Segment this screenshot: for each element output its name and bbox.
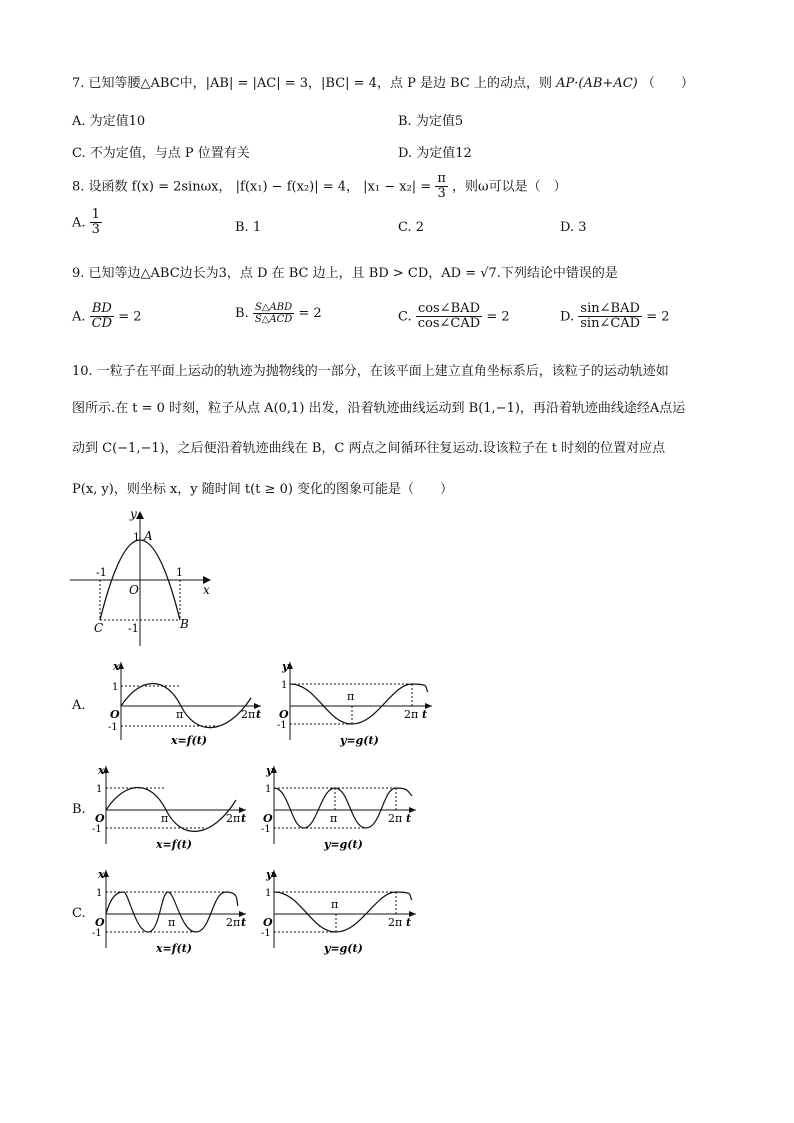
q9-option-a[interactable]: A. $\frac{BD}{CD}$ = 2 — [72, 301, 142, 332]
figure-y-label: y — [130, 508, 137, 521]
svg-text:1: 1 — [281, 680, 288, 691]
svg-text:O: O — [110, 708, 120, 721]
svg-text:-1: -1 — [261, 824, 271, 835]
svg-text:y: y — [282, 660, 289, 673]
q7-option-d[interactable]: D. 为定值12 — [398, 146, 472, 161]
point-a-label: A — [144, 529, 153, 543]
svg-text:x: x — [98, 764, 105, 777]
svg-text:y=g(t): y=g(t) — [324, 942, 363, 955]
figure-x-neg1: -1 — [96, 566, 107, 579]
svg-text:-1: -1 — [261, 928, 271, 939]
graph-c-x — [86, 866, 251, 956]
svg-text:-1: -1 — [92, 824, 102, 835]
svg-text:t: t — [422, 708, 428, 721]
trajectory-figure — [70, 508, 220, 648]
svg-text:y=g(t): y=g(t) — [340, 734, 379, 747]
svg-text:2π: 2π — [388, 916, 403, 929]
q9-option-c[interactable]: C. $\frac{\text{cos∠BAD}}{\text{cos∠CAD}}$ = 2 — [398, 301, 510, 332]
svg-text:2π: 2π — [404, 708, 419, 721]
q7-vector-expression: AP·(AB+AC) — [556, 76, 638, 91]
svg-text:2π: 2π — [388, 812, 403, 825]
svg-text:π: π — [176, 708, 184, 721]
graph-b-y — [256, 762, 421, 852]
svg-text:x=f(t): x=f(t) — [156, 838, 192, 851]
q10-line-3: 动到 C(−1,−1)，之后便沿着轨迹曲线在 B，C 两点之间循环往复运动.设该粒子在 t 时刻的位置对应点 — [72, 441, 666, 456]
svg-text:2π: 2π — [241, 708, 256, 721]
svg-text:π: π — [347, 690, 355, 703]
graph-b-x-curve — [106, 788, 236, 832]
svg-text:-1: -1 — [92, 928, 102, 939]
q10-line-1: 10. 一粒子在平面上运动的轨迹为抛物线的一部分，在该平面上建立直角坐标系后，该粒子的运动轨迹如 — [72, 364, 669, 379]
svg-text:y: y — [266, 868, 273, 881]
figure-y-neg1: -1 — [128, 622, 139, 635]
q8-pi-over-3: $\frac{\pi}{3}$ — [437, 171, 446, 202]
figure-x-label: x — [203, 583, 210, 597]
svg-text:-1: -1 — [108, 722, 118, 733]
svg-text:x=f(t): x=f(t) — [156, 942, 192, 955]
svg-text:x: x — [98, 868, 105, 881]
svg-text:t: t — [406, 916, 412, 929]
svg-text:2π: 2π — [226, 916, 241, 929]
svg-text:O: O — [95, 916, 105, 929]
svg-text:O: O — [95, 812, 105, 825]
q10-line-2: 图所示.在 t = 0 时刻，粒子从点 A(0,1) 出发，沿着轨迹曲线运动到 B(1,−1)，再沿着轨迹曲线途经A点运 — [72, 401, 686, 416]
q7-option-c[interactable]: C. 不为定值，与点 P 位置有关 — [72, 146, 250, 161]
graph-a-x — [96, 658, 266, 748]
svg-text:1: 1 — [96, 888, 103, 899]
q9-option-d[interactable]: D. $\frac{\text{sin∠BAD}}{\text{sin∠CAD}}$ = 2 — [560, 301, 670, 332]
q8-option-d[interactable]: D. 3 — [560, 220, 587, 235]
graph-option-a-label[interactable]: A. — [72, 698, 86, 713]
q8-option-a[interactable]: A. $\frac{1}{3}$ — [72, 207, 100, 238]
svg-text:x=f(t): x=f(t) — [171, 734, 207, 747]
figure-origin: O — [129, 583, 139, 597]
q7-option-a[interactable]: A. 为定值10 — [72, 114, 146, 129]
svg-text:2π: 2π — [226, 812, 241, 825]
q9-option-b[interactable]: B. $\frac{\text{S△ABD}}{\text{S△ACD}}$ = 2 — [235, 302, 322, 325]
point-b-label: B — [180, 617, 189, 631]
svg-text:O: O — [263, 812, 273, 825]
q8-option-b[interactable]: B. 1 — [235, 220, 262, 235]
svg-text:O: O — [263, 916, 273, 929]
svg-text:π: π — [168, 916, 176, 929]
q8-option-c[interactable]: C. 2 — [398, 220, 425, 235]
graph-option-b-label[interactable]: B. — [72, 802, 86, 817]
q7-option-b[interactable]: B. 为定值5 — [398, 114, 464, 129]
svg-text:y: y — [266, 764, 273, 777]
svg-text:t: t — [256, 708, 262, 721]
svg-text:t: t — [406, 812, 412, 825]
graph-a-y — [272, 658, 437, 748]
svg-text:π: π — [331, 898, 339, 911]
svg-text:O: O — [279, 708, 289, 721]
graph-c-y — [256, 866, 421, 956]
svg-text:t: t — [241, 812, 247, 825]
figure-y-1: 1 — [133, 531, 140, 544]
svg-text:x: x — [113, 660, 120, 673]
graph-option-c-label[interactable]: C. — [72, 906, 86, 921]
svg-text:1: 1 — [265, 888, 272, 899]
svg-text:1: 1 — [112, 682, 119, 693]
q10-line-4: P(x, y)，则坐标 x，y 随时间 t(t ≥ 0) 变化的图象可能是（ ） — [72, 482, 454, 497]
svg-text:-1: -1 — [277, 720, 287, 731]
svg-text:π: π — [330, 812, 338, 825]
graph-b-x — [86, 762, 251, 852]
svg-text:t: t — [241, 916, 247, 929]
svg-text:y=g(t): y=g(t) — [324, 838, 363, 851]
point-c-label: C — [94, 621, 104, 635]
svg-text:1: 1 — [96, 784, 103, 795]
q7-stem: 7. 已知等腰△ABC中，|AB| = |AC| = 3，|BC| = 4，点 P 是边 BC 上的动点，则 AP·(AB+AC) （ ） — [72, 76, 694, 91]
q8-stem: 8. 设函数 f(x) = 2sinωx， |f(x₁) − f(x₂)| = 4， |x₁ − x₂| = $\frac{\pi}{3}$ ，则ω可以是（ ） — [72, 171, 567, 202]
q9-stem: 9. 已知等边△ABC边长为3，点 D 在 BC 边上，且 BD > CD，AD = √7.下列结论中错误的是 — [72, 266, 618, 281]
svg-text:1: 1 — [265, 784, 272, 795]
figure-x-1: 1 — [176, 566, 183, 579]
svg-text:π: π — [161, 812, 169, 825]
